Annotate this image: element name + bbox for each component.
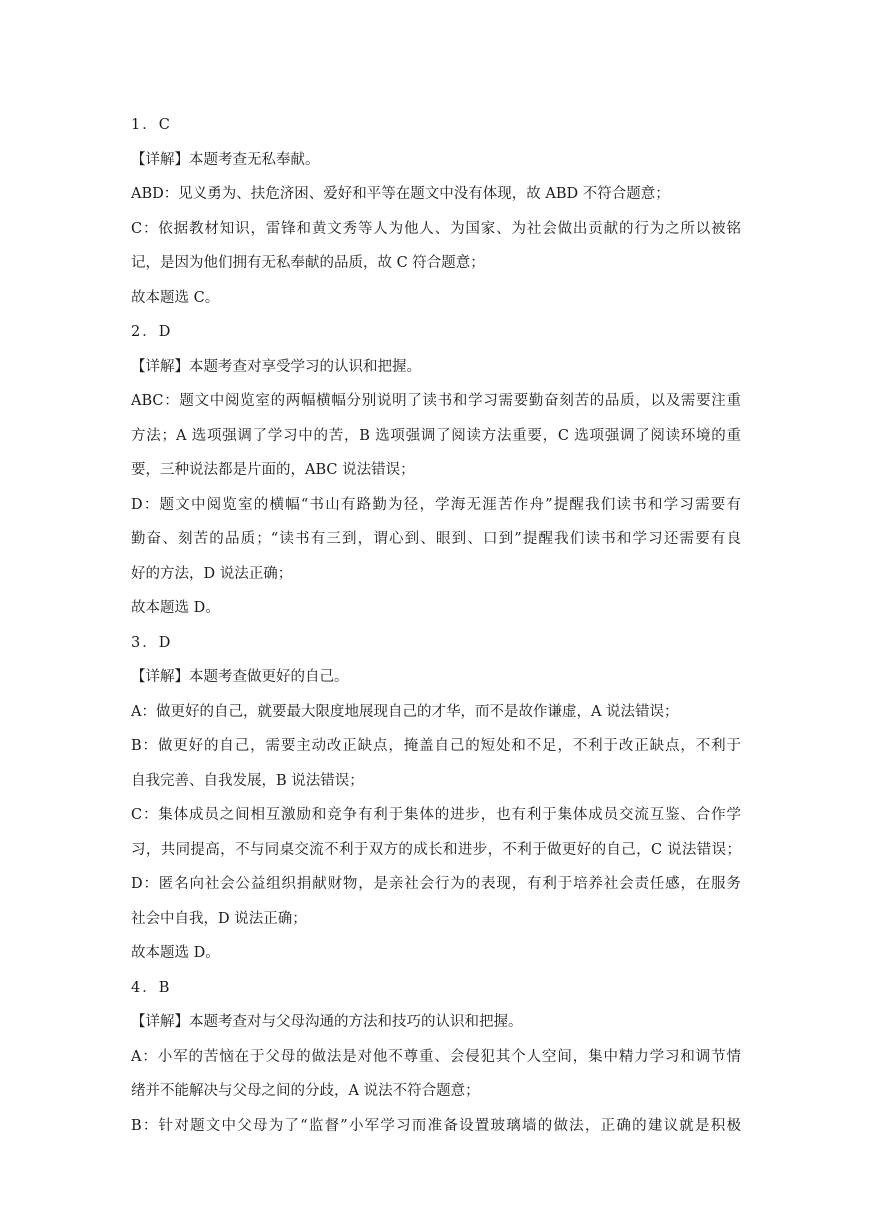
explanation-line: 好的方法，D 说法正确； [131,565,293,582]
explanation-line: 故本题选 D。 [131,600,220,616]
explanation-line: 社会中自我，D 说法正确； [131,910,307,927]
explanation-line: ABC：题文中阅览室的两幅横幅分别说明了读书和学习需要勤奋刻苦的品质，以及需要注重 [131,393,741,409]
explanation-heading: 【详解】本题考查无私奉献。 [131,151,320,168]
explanation-line: A：做更好的自己，就要最大限度地展现自己的才华，而不是故作谦虚，A 说法错误； [131,703,679,720]
explanation-line: 故本题选 D。 [131,945,220,961]
explanation-line: A：小军的苦恼在于父母的做法是对他不尊重、会侵犯其个人空间，集中精力学习和调节情 [131,1048,741,1065]
explanation-line: D：匿名向社会公益组织捐献财物，是亲社会行为的表现，有利于培养社会责任感，在服务 [131,876,741,892]
explanation-line: 要，三种说法都是片面的，ABC 说法错误； [131,462,415,478]
explanation-line: ABD：见义勇为、扶危济困、爱好和平等在题文中没有体现，故 ABD 不符合题意； [131,186,670,202]
explanation-heading: 【详解】本题考查做更好的自己。 [131,669,349,685]
explanation-line: 勤奋、刻苦的品质；“读书有三到，谓心到、眼到、口到”提醒我们读书和学习还需要有良 [131,531,741,547]
explanation-line: D：题文中阅览室的横幅“书山有路勤为径，学海无涯苦作舟”提醒我们读书和学习需要有 [131,496,741,513]
explanation-line: B：做更好的自己，需要主动改正缺点，掩盖自己的短处和不足，不利于改正缺点，不利于 [131,738,741,754]
question-number: 4．B [131,979,172,996]
question-number: 2．D [131,324,173,340]
question-number: 3．D [131,634,173,651]
explanation-line: 方法；A 选项强调了学习中的苦，B 选项强调了阅读方法重要，C 选项强调了阅读环境的重 [131,427,741,444]
explanation-line: B：针对题文中父母为了“监督”小军学习而准备设置玻璃墙的做法，正确的建议就是积极 [131,1117,741,1134]
explanation-line: 故本题选 C。 [131,289,220,306]
explanation-line: 绪并不能解决与父母之间的分歧，A 说法不符合题意； [131,1083,480,1099]
question-number: 1．C [131,117,172,133]
explanation-heading: 【详解】本题考查对享受学习的认识和把握。 [131,358,421,375]
explanation-line: C：集体成员之间相互激励和竞争有利于集体的进步，也有利于集体成员交流互鉴、合作学 [131,807,741,823]
explanation-heading: 【详解】本题考查对与父母沟通的方法和技巧的认识和把握。 [131,1014,523,1030]
explanation-line: 习，共同提高，不与同桌交流不利于双方的成长和进步，不利于做更好的自己，C 说法错误； [131,841,741,858]
answer-document [131,108,741,1143]
explanation-line: 记，是因为他们拥有无私奉献的品质，故 C 符合题意； [131,255,485,271]
explanation-line: C：依据教材知识，雷锋和黄文秀等人为他人、为国家、为社会做出贡献的行为之所以被铭 [131,220,741,237]
explanation-line: 自我完善、自我发展，B 说法错误； [131,772,364,789]
